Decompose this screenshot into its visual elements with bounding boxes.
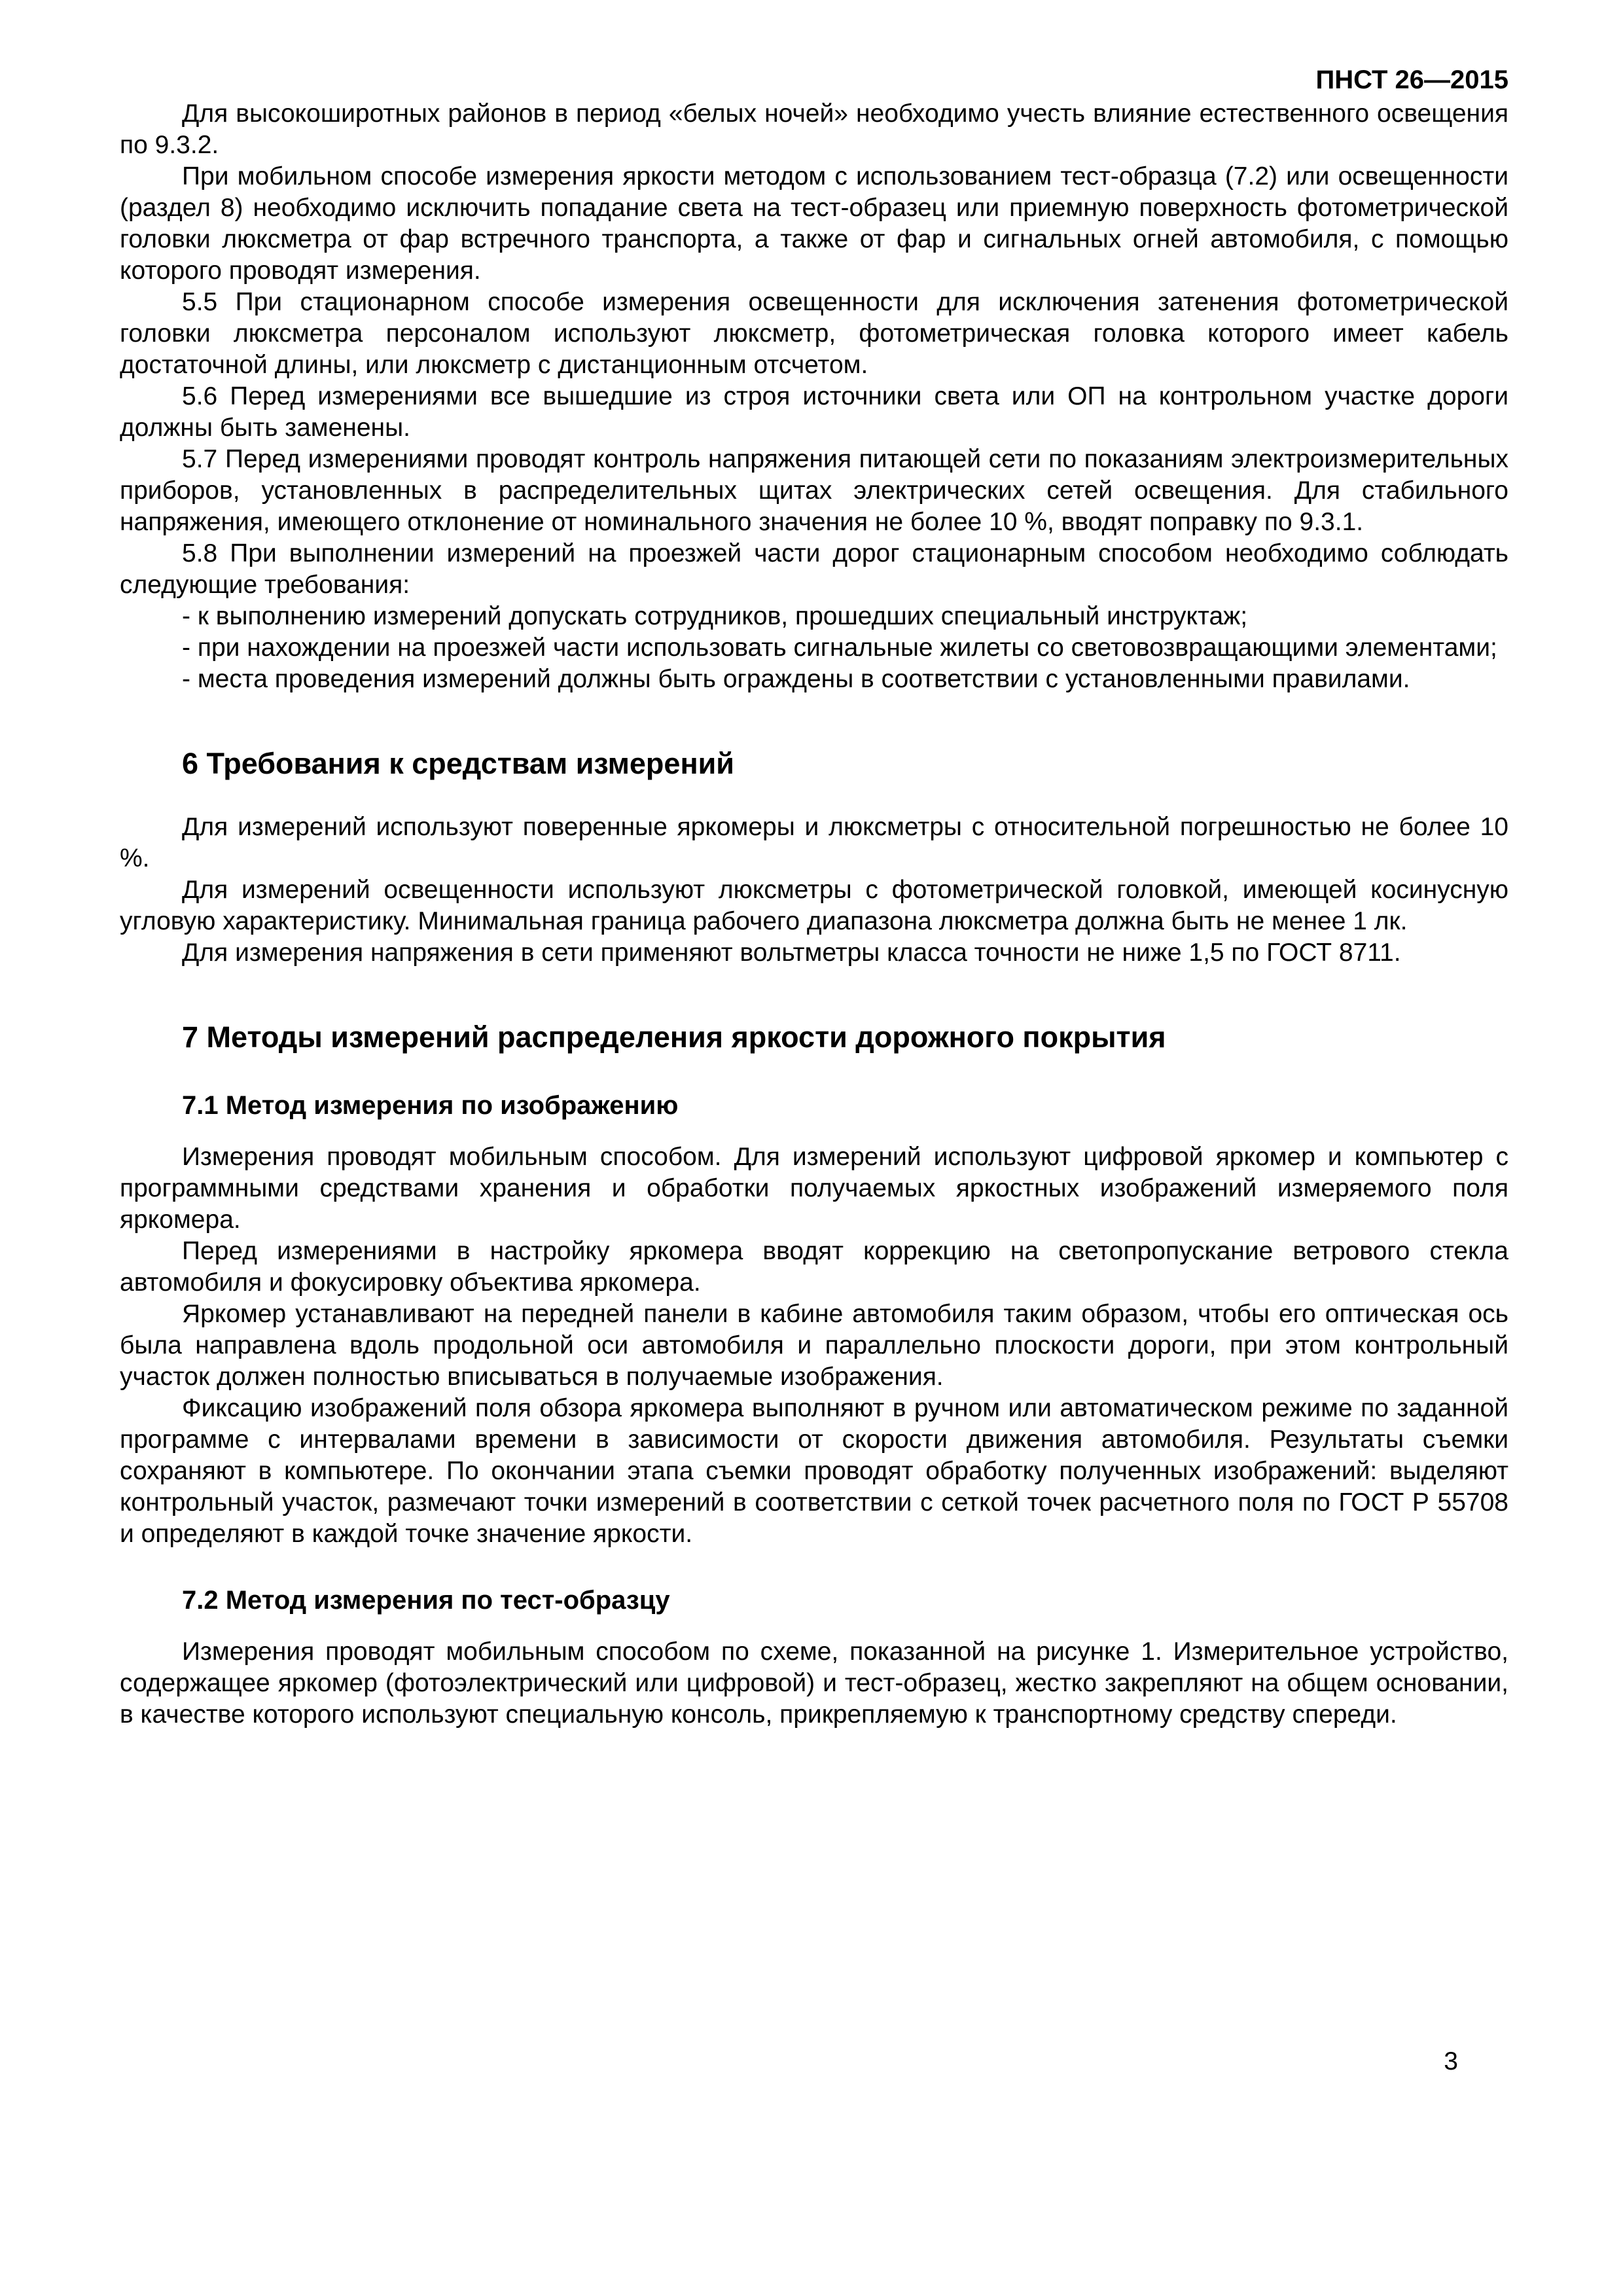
subsection-heading: 7.2 Метод измерения по тест-образцу xyxy=(182,1586,670,1615)
subsection-heading: 7.1 Метод измерения по изображению xyxy=(182,1091,679,1120)
paragraph: Для измерений освещенности используют люксметры с фотометрической головкой, имеющей косинусную угловую характеристику. Минимальная граница рабочего диапазона люксметра должна быть не менее 1 лк. xyxy=(120,876,1508,935)
section-heading: 7 Методы измерений распределения яркости дорожного покрытия xyxy=(182,1020,1166,1054)
list-item: - к выполнению измерений допускать сотрудников, прошедших специальный инструктаж; xyxy=(182,602,1248,630)
doc-code: ПНСТ 26—2015 xyxy=(1315,65,1508,94)
document-content xyxy=(120,98,1508,1731)
paragraph: Для высокоширотных районов в период «белых ночей» необходимо учесть влияние естественного освещения по 9.3.2. xyxy=(120,99,1508,159)
paragraph: 5.7 Перед измерениями проводят контроль напряжения питающей сети по показаниям электроизмерительных приборов, установленных в распределительных щитах электрических сетей освещения. Для стабильного напряжения, имеющего отклонение от номинального значения не более 10 %, вводят поправку по 9.3.1. xyxy=(120,445,1508,536)
paragraph: При мобильном способе измерения яркости методом с использованием тест-образца (7.2) или освещенности (раздел 8) необходимо исключить попадание света на тест-образец или приемную поверхность фотометрической головки люксметра от фар встречного транспорта, а также от фар и сигнальных огней автомобиля, с помощью которого проводят измерения. xyxy=(120,162,1508,285)
paragraph: Фиксацию изображений поля обзора яркомера выполняют в ручном или автоматическом режиме по заданной программе с интервалами времени в зависимости от скорости движения автомобиля. Результаты съемки сохраняют в компьютере. По окончании этапа съемки проводят обработку полученных изображений: выделяют контрольный участок, размечают точки измерений в соответствии с сеткой точек расчетного поля по ГОСТ Р 55708 и определяют в каждой точке значение яркости. xyxy=(120,1394,1508,1548)
section-heading: 6 Требования к средствам измерений xyxy=(182,747,734,780)
paragraph: Яркомер устанавливают на передней панели в кабине автомобиля таким образом, чтобы его оптическая ось была направлена вдоль продольной оси автомобиля и параллельно плоскости дороги, при этом контрольный участок должен полностью вписываться в получаемые изображения. xyxy=(120,1300,1508,1391)
paragraph: 5.6 Перед измерениями все вышедшие из строя источники света или ОП на контрольном участке дороги должны быть заменены. xyxy=(120,382,1508,442)
list-item: - места проведения измерений должны быть ограждены в соответствии с установленными правилами. xyxy=(182,665,1410,693)
paragraph: Для измерений используют поверенные яркомеры и люксметры с относительной погрешностью не более 10 %. xyxy=(120,813,1508,872)
document-header xyxy=(120,65,1508,95)
paragraph: Перед измерениями в настройку яркомера вводят коррекцию на светопропускание ветрового стекла автомобиля и фокусировку объектива яркомера. xyxy=(120,1237,1508,1297)
paragraph: 5.8 При выполнении измерений на проезжей части дорог стационарным способом необходимо соблюдать следующие требования: xyxy=(120,539,1508,599)
paragraph: 5.5 При стационарном способе измерения освещенности для исключения затенения фотометрической головки люксметра персоналом используют люксметр, фотометрическая головка которого имеет кабель достаточной длины, или люксметр с дистанционным отсчетом. xyxy=(120,288,1508,379)
paragraph: Измерения проводят мобильным способом по схеме, показанной на рисунке 1. Измерительное устройство, содержащее яркомер (фотоэлектрический или цифровой) и тест-образец, жестко закрепляют на общем основании, в качестве которого используют специальную консоль, прикрепляемую к транспортному средству спереди. xyxy=(120,1638,1508,1729)
list-item: - при нахождении на проезжей части использовать сигнальные жилеты со световозвращающими элементами; xyxy=(182,634,1497,662)
paragraph: Измерения проводят мобильным способом. Для измерений используют цифровой яркомер и компьютер с программными средствами хранения и обработки получаемых яркостных изображений измеряемого поля яркомера. xyxy=(120,1143,1508,1234)
paragraph: Для измерения напряжения в сети применяют вольтметры класса точности не ниже 1,5 по ГОСТ 8711. xyxy=(182,939,1401,967)
page-number: 3 xyxy=(1444,2047,1458,2075)
